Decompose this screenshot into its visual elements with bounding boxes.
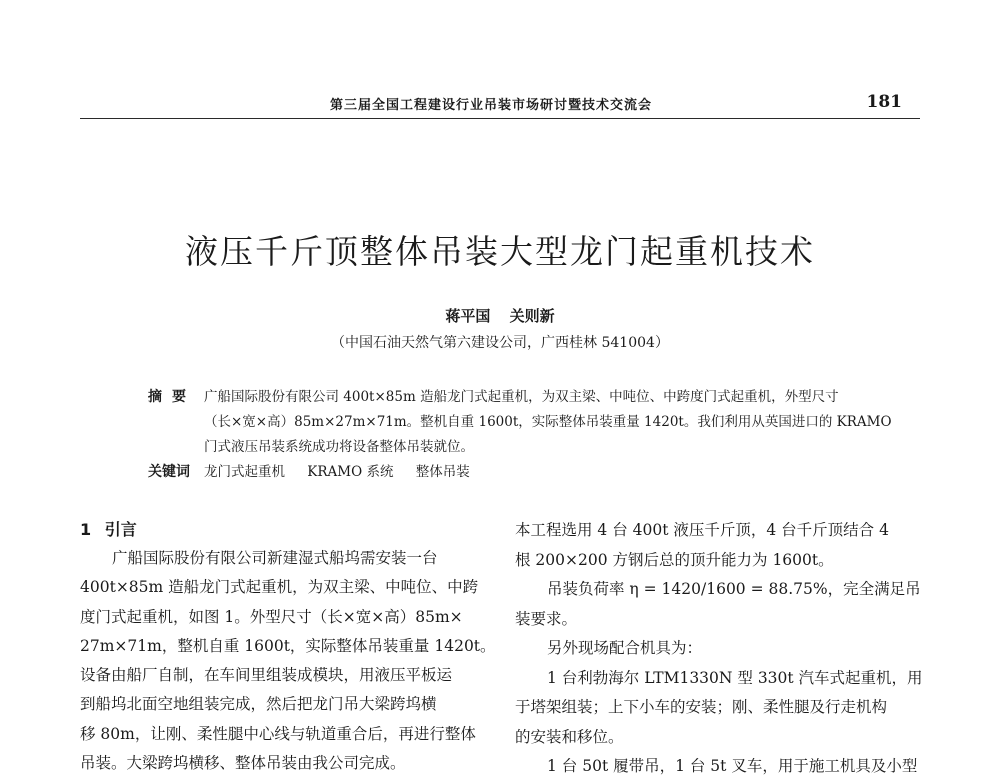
- abstract-block: [148, 385, 892, 485]
- body-line: 根 200×200 方钢后总的顶升能力为 1600t。: [515, 550, 834, 569]
- body-line: 1 台利勃海尔 LTM1330N 型 330t 汽车式起重机，用: [547, 668, 923, 687]
- body-line: 1 台 50t 履带吊，1 台 5t 叉车，用于施工机具及小型: [547, 757, 918, 775]
- abstract-line: （长×宽×高）85m×27m×71m。整机自重 1600t，实际整体吊装重量 1420t。我们利用从英国进口的 KRAMO: [204, 414, 892, 430]
- body-line: 本工程选用 4 台 400t 液压千斤顶，4 台千斤顶结合 4: [515, 521, 889, 539]
- keyword: 龙门式起重机: [204, 464, 285, 480]
- body-line: 到船坞北面空地组装完成，然后把龙门吊大梁跨坞横: [80, 695, 437, 714]
- page-number: 181: [866, 92, 902, 112]
- section-heading: 1 引言: [80, 520, 137, 539]
- keyword: 整体吊装: [415, 464, 470, 480]
- body-line: 于塔架组装；上下小车的安装；刚、柔性腿及行走机构: [515, 698, 888, 716]
- body-line: 吊装。大梁跨坞横移、整体吊装由我公司完成。: [80, 754, 406, 773]
- keyword: KRAMO 系统: [307, 464, 394, 480]
- left-column: [80, 516, 500, 778]
- affiliation: （中国石油天然气第六建设公司，广西桂林 541004）: [331, 335, 669, 351]
- right-column: [515, 516, 935, 782]
- body-line: 移 80m，让刚、柔性腿中心线与轨道重合后，再进行整体: [80, 724, 476, 743]
- keywords-label: 关键词: [148, 464, 190, 480]
- body-line: 吊装负荷率 η = 1420/1600 = 88.75%，完全满足吊: [547, 580, 921, 598]
- body-line: 27m×71m，整机自重 1600t，实际整体吊装重量 1420t。: [80, 636, 496, 655]
- running-title: 第三届全国工程建设行业吊装市场研讨暨技术交流会: [330, 98, 653, 113]
- abstract-text: [204, 385, 892, 460]
- authors: 蒋平国 关则新: [445, 307, 555, 325]
- body-line: 装要求。: [515, 609, 578, 628]
- keywords-list: [204, 460, 488, 485]
- abstract-label: 摘要: [148, 389, 196, 405]
- body-line: 设备由船厂自制，在车间里组装成模块，用液压平板运: [80, 666, 453, 685]
- body-line: 度门式起重机，如图 1。外型尺寸（长×宽×高）85m×: [80, 607, 463, 626]
- abstract-row: [148, 385, 892, 460]
- keywords-row: [148, 460, 888, 485]
- body-line: 广船国际股份有限公司新建湿式船坞需安装一台: [112, 549, 438, 567]
- body-line: 的安装和移位。: [515, 727, 624, 746]
- body-line: 另外现场配合机具为：: [547, 639, 703, 657]
- abstract-line: 广船国际股份有限公司 400t×85m 造船龙门式起重机，为双主梁、中吨位、中跨度门式起重机，外型尺寸: [204, 389, 839, 405]
- running-header: [80, 92, 920, 119]
- article-title: 液压千斤顶整体吊装大型龙门起重机技术: [185, 232, 815, 271]
- body-line: 400t×85m 造船龙门式起重机，为双主梁、中吨位、中跨: [80, 578, 479, 597]
- abstract-line: 门式液压吊装系统成功将设备整体吊装就位。: [204, 439, 474, 455]
